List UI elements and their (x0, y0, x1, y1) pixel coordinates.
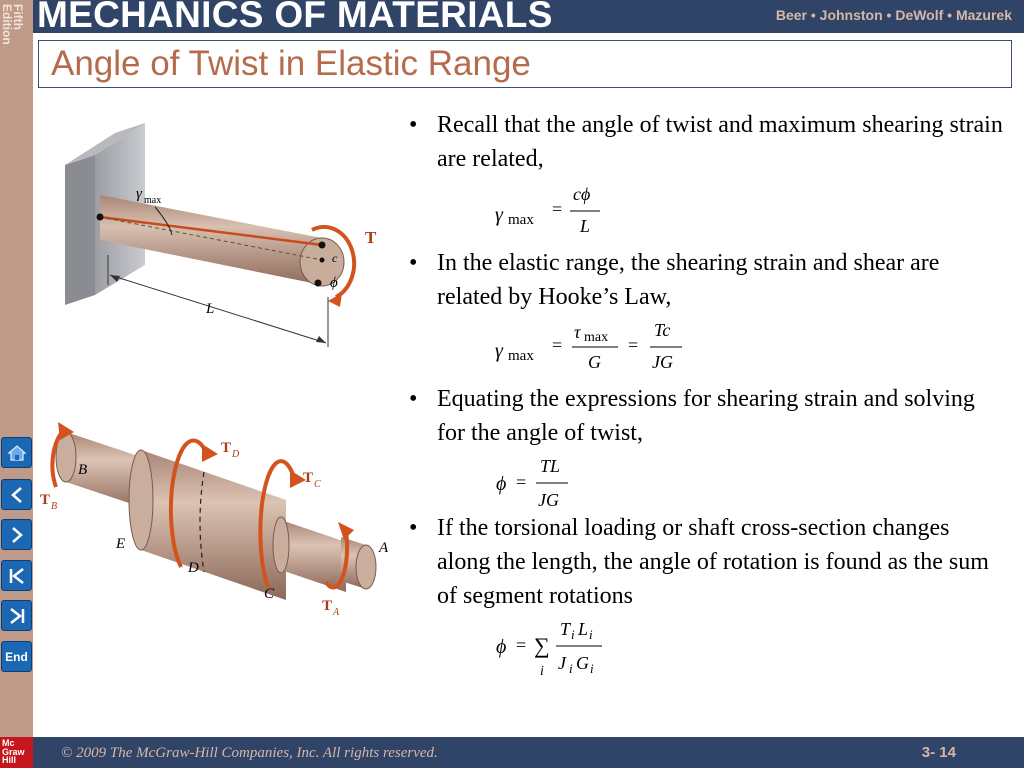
eq2-lhs-sub: max (508, 348, 534, 364)
edition-label (2, 2, 30, 62)
edition-line2: Edition (0, 4, 14, 45)
eq2-tau-sub: max (584, 330, 609, 345)
shaft-twist-figure (60, 115, 390, 360)
bullet-dot: • (409, 250, 418, 276)
bullet-item (405, 246, 1007, 314)
label-B: B (78, 462, 88, 478)
eq4-num-i1: i (571, 627, 575, 642)
phi-label: ϕ (330, 275, 338, 291)
gamma-label: γ (136, 186, 142, 202)
eq2-equals-1: = (552, 335, 563, 355)
torque-label-TC: T (303, 470, 314, 486)
eq3-denominator: JG (538, 490, 559, 510)
bullet-dot: • (409, 386, 418, 412)
eq4-num-i2: i (589, 627, 593, 642)
eq1-numerator: cϕ (573, 184, 591, 204)
equation-2 (490, 318, 700, 378)
logo-line2: Graw (2, 746, 25, 757)
sidebar (0, 0, 33, 768)
previous-button[interactable] (1, 479, 32, 510)
logo-line1: Mc (2, 738, 15, 748)
eq1-equals: = (552, 199, 563, 219)
page-number: 3- 14 (921, 744, 956, 761)
length-dimension-line (110, 275, 326, 343)
bullet-dot: • (409, 515, 418, 541)
first-slide-button[interactable] (1, 560, 32, 591)
bullet-text: Equating the expressions for shearing strain and solving for the angle of twist, (437, 386, 975, 446)
equation-4 (490, 615, 620, 683)
eq3-lhs: ϕ (496, 473, 507, 495)
torque-label-TB: T (40, 492, 51, 508)
label-E: E (116, 536, 126, 552)
equation-1 (490, 182, 620, 242)
torque-sub-TA: A (333, 607, 340, 618)
copyright: © 2009 The McGraw-Hill Companies, Inc. All rights reserved. (61, 745, 438, 761)
shaft-body (100, 195, 344, 286)
eq2-equals-2: = (628, 335, 639, 355)
eq2-den1: G (588, 352, 601, 372)
footer-bar (33, 737, 1024, 768)
skip-last-icon (7, 606, 27, 626)
slide-title-box (38, 40, 1012, 88)
eq4-den-i1: i (569, 661, 573, 676)
torque-sub-TB: B (51, 501, 58, 512)
label-A: A (379, 540, 389, 556)
last-slide-button[interactable] (1, 600, 32, 631)
chevron-right-icon (7, 525, 27, 545)
torque-arrowhead (328, 293, 342, 307)
slide-title: Angle of Twist in Elastic Range (51, 44, 531, 83)
end-point-original (320, 258, 325, 263)
label-D: D (188, 560, 199, 576)
bullet-item (405, 108, 1007, 176)
eq4-den-i2: i (590, 661, 594, 676)
eq4-num-L: L (578, 619, 589, 639)
eq2-lhs: γ (495, 340, 503, 362)
segment-ED (129, 450, 286, 600)
home-icon (7, 443, 27, 463)
end-button-label: End (5, 649, 28, 664)
edition-line1: Fifth (11, 4, 25, 30)
book-title: MECHANICS OF MATERIALS (37, 0, 553, 35)
skip-first-icon (7, 566, 27, 586)
end-button[interactable] (1, 641, 32, 672)
next-button[interactable] (1, 519, 32, 550)
eq3-equals: = (516, 472, 527, 492)
eq1-denominator: L (580, 216, 591, 236)
gamma-sub: max (144, 195, 162, 206)
eq2-num2: Tc (654, 320, 671, 340)
bullet-item (405, 511, 1007, 613)
equation-3 (490, 452, 590, 514)
eq1-lhs: γ (495, 204, 503, 226)
authors: Beer • Johnston • DeWolf • Mazurek (775, 7, 1012, 23)
torque-label-TD: T (221, 440, 232, 456)
home-button[interactable] (1, 437, 32, 468)
torque-label: T (365, 228, 377, 247)
bullet-dot: • (409, 112, 418, 138)
center-point (315, 280, 322, 287)
stepped-shaft-figure (36, 422, 396, 622)
chevron-left-icon (7, 485, 27, 505)
mcgraw-hill-logo (0, 737, 33, 768)
torque-sub-TD: D (232, 449, 240, 460)
eq2-den2: JG (652, 352, 673, 372)
eq4-equals: = (516, 635, 527, 655)
eq4-sum: ∑ (534, 633, 550, 658)
bullet-text: If the torsional loading or shaft cross-section changes along the length, the angle of rotation is found as the sum of segment rotations (437, 515, 989, 609)
eq4-den-G: G (576, 653, 589, 673)
eq4-num-T: T (560, 619, 571, 639)
eq1-lhs-sub: max (508, 212, 534, 228)
logo-line3: Hill (2, 755, 17, 765)
fixed-point (97, 214, 104, 221)
bullet-text: In the elastic range, the shearing strain and shear are related by Hooke’s Law, (437, 250, 940, 310)
torque-sub-TC: C (314, 479, 321, 490)
bullet-text: Recall that the angle of twist and maximum shearing strain are related, (437, 112, 1003, 172)
eq2-tau: τ (574, 322, 581, 342)
end-point-twisted (319, 242, 326, 249)
label-C: C (264, 586, 275, 602)
eq4-den-J: J (558, 653, 566, 673)
bullet-item (405, 382, 1007, 450)
length-label: L (206, 301, 215, 317)
eq3-numerator: TL (540, 456, 561, 476)
torque-label-TA: T (322, 598, 333, 614)
eq4-sum-sub: i (540, 664, 544, 679)
c-label: c (332, 251, 338, 265)
eq4-lhs: ϕ (496, 636, 507, 658)
